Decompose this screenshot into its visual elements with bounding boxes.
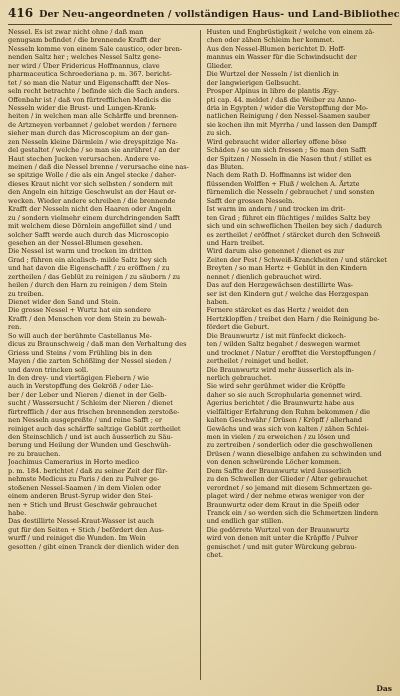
text-line: ber / der Leber und Nieren / dienet in der Gelb- (8, 390, 167, 399)
text-line: reiniget auch das schärffe saltzige Geblüt zertheilet (8, 424, 181, 433)
text-line: Grad ; führen ein alcalisch- milde Saltz bey sich (8, 255, 167, 264)
text-line: zu zertreiben / sonderlich oder die geschwollenen (206, 441, 373, 450)
column-divider (200, 30, 201, 680)
text-line: ten / wilden Saltz begabet / deswegen warmet (206, 340, 361, 349)
text-line: ren. (8, 323, 22, 332)
text-line: Tranck ein / so werden sich die Schmertzen lindern (206, 508, 379, 517)
text-line: nerlich gebrauchet. (206, 373, 272, 382)
page-number: 416 (8, 6, 34, 20)
text-line: nen Nesseln ausgepreßte / und reine Safft ; er (8, 416, 162, 425)
text-line: heiten / in welchen man alle Schärffe und brennen- (8, 112, 179, 121)
text-line: und hat davon die Eigenschafft / zu eröffnen / zu (8, 264, 170, 273)
text-line: Breyten / so man Hertz + Geblüt in den Kindern (206, 264, 368, 273)
text-line: dicus zu Braunschweig / daß man den Verhaltung des (8, 340, 187, 349)
text-line: Haut stechen Jucken verursachen. Andere ve- (8, 154, 161, 163)
text-line: Braunwurtz oder dem Kraut in die Speiß oder (206, 500, 360, 509)
text-line: zu / sondern vielmehr einem durchdringenden Safft (8, 213, 181, 222)
text-line: daher so sie auch Scrophularia genennet wird. (206, 390, 363, 399)
text-line: Das auf den Herzgewächsen destillirte Was- (206, 281, 354, 290)
text-line: Das destillirte Nessel-Kraut-Wasser ist auch (8, 517, 154, 526)
text-line: Prosper Alpinus in libro de plantis Ægy- (206, 87, 339, 96)
text-line: Die Braunwurtz wird mehr äusserlich als in- (206, 365, 354, 374)
text-line: mannus ein Wasser für die Schwindsucht der (206, 53, 357, 62)
text-line: und davon trincken soll. (8, 365, 89, 374)
right-column (207, 28, 393, 684)
text-line: und Harn treibet. (206, 238, 265, 247)
text-line: das Bluten. (206, 163, 244, 171)
text-line: und trocknet / Natur / erofftet die Verstopffungen / (206, 348, 376, 357)
text-line: Nesseln komme von einem Sale caustico, oder bren- (8, 44, 183, 53)
text-line: Aus den Nessel-Blumen berichtet D. Hoff- (206, 44, 346, 53)
text-line: Die grosse Nessel + Wurtz hat ein sondere (8, 306, 151, 315)
text-line: ser ist den Kindern gut / welche das Herzgespan (206, 289, 369, 298)
text-line: zu sich. (206, 129, 232, 138)
text-line: Wird gebraucht wider allerley offene böse (206, 137, 347, 146)
text-line: einem anderen Brust-Syrup wider den Stei- (8, 492, 153, 501)
text-line: und endlich gar stillen. (206, 517, 284, 526)
text-line: plaget wird / der nehme etwas weniger von der (206, 492, 365, 501)
text-line: Dienet wider den Sand und Stein. (8, 298, 121, 306)
text-line: sie kochen ihn mit Myrrha / und lassen den Dampff (206, 120, 377, 129)
text-line: Die Wurtzel der Nesseln / ist dienlich in (206, 70, 339, 79)
text-line: ner wird / Über Fridericus Hoffmannus, clave (8, 61, 160, 70)
left-column (8, 28, 194, 684)
text-line: Fernere stärcket es das Hertz / weidet den (206, 306, 349, 315)
text-line: de Artzneyen verbannet / gelobet werden / fernere (8, 120, 177, 129)
text-columns (8, 28, 392, 684)
text-line: Mayen / die zarten Schößling der Nessel sieden / (8, 357, 172, 366)
text-line: nen + Stich und Brust Geschwär gebrauchet (8, 500, 158, 509)
text-line: Nesseln wider die Brust- und Lungen-Krank- (8, 103, 157, 112)
text-line: den Steinschlich / und ist auch äusserlich zu Säu- (8, 433, 173, 441)
text-line: Nach dem Rath D. Hoffmanns ist wider den (206, 171, 352, 180)
text-line: nenden Saltz her ; welches Nessel Saltz gene- (8, 53, 162, 62)
text-line: solcher Safft werde auch durch das Microscopio (8, 230, 169, 239)
text-line: habe. (8, 508, 27, 517)
text-line: Gewächs und was sich von kalten / zähen Schlei- (206, 424, 369, 433)
text-line: vielfältiger Erfahrung den Ruhm bekommen / die (206, 407, 370, 416)
text-line: Offenbahr ist / daß von fürtrefflichen Medicis die (8, 95, 172, 104)
text-line: wird von denen mit unter die Kräpffe / Pulver (206, 534, 358, 543)
text-line: Sie wird sehr gerühmet wider die Kröpffe (206, 382, 346, 391)
text-line: sucht / Wassersucht / Schleim der Nieren / dienet (8, 399, 173, 408)
running-title: Der Neu-angeordneten / vollständigen Haus- und Land-Bibliothec (39, 9, 400, 20)
text-line: gesotten / gibt einen Tranck der dienlich wider den (8, 542, 180, 551)
text-line: Agerius berichtet / die Braunwurtz habe aus (206, 399, 355, 408)
text-line: meinen / daß die Nessel brenne / verursache eine nas- (8, 163, 189, 171)
text-line: von denen schwürende Löcher kommen. (206, 458, 342, 467)
text-line: nennet / dienlich gebrauchet wird. (206, 272, 322, 281)
text-line: es zertheilet / eröffnet / stärcket durch den Schweiß (206, 230, 381, 239)
text-line: re zu brauchen. (8, 449, 61, 458)
text-line: berung und Heilung der Wunden und Geschwüh- (8, 441, 171, 450)
text-line: Die Braunwurtz / ist mit fünfeckt dickech- (206, 331, 347, 340)
text-line: sieher man durch das Microscopium an der gan- (8, 129, 170, 138)
text-line: Krafft / den Menschen vor dem Stein zu bewah- (8, 314, 167, 323)
text-line: p. m. 184. berichtet / daß zu seiner Zeit der für- (8, 466, 168, 475)
text-line: wurff / und reiniget die Wunden. Im Wein (8, 534, 146, 543)
text-line: zertheilet / reiniget und heilet. (206, 357, 309, 366)
text-line: natlichen Reinigung / den Nessel-Saamen sauber (206, 112, 371, 121)
catchword: Das (376, 684, 392, 693)
text-line: gut für den Seiten + Stich / befördert den Aus- (8, 525, 164, 534)
text-line: sich und ein schweflichen Theilen bey sich / dadurch (206, 222, 383, 231)
text-line: Zeiten der Pest / Schweiß-Kranckheiten / und stärcket (206, 255, 387, 264)
text-line: Die gedörrete Wurtzel von der Braunwurtz (206, 525, 350, 534)
text-line: der Spitzen / Nesseln in die Nasen thut / stillet es (206, 154, 372, 163)
text-line: Schäden / so um sich fressen ; So man den Safft (206, 146, 367, 155)
text-line: seln recht betrachte / befinde sich die Sach anders. (8, 87, 180, 96)
text-line: dria in Egypten / wider die Verstopffung der Mo- (206, 103, 369, 112)
text-line: tet / so man die Natur und Eigenschafft der Nes- (8, 78, 171, 87)
text-line: verordnet / so jemand mit diesem Schmertzen ge- (206, 483, 373, 492)
text-line: zu treiben. (8, 289, 44, 298)
text-line: Hertzklopffen / treibet den Harn / die Reinigung be- (206, 314, 380, 323)
text-line: Ist warm im andern / und trocken im drit- (206, 205, 346, 214)
text-line: pharmaceutica Schroederiana p. m. 367. bericht- (8, 70, 172, 79)
text-line: Die Nessel ist warm und trocken im dritten (8, 247, 153, 256)
text-line: haben. (206, 298, 229, 306)
text-line: Dem Saffte der Braunwurtz wird äusserlich (206, 466, 352, 475)
text-line: stoßenen Nessel-Saamen / in dem Violen oder (8, 483, 161, 492)
text-line: Glieder. (206, 61, 233, 70)
text-line: mit welchem diese Dörnlein angefüllet sind / und (8, 222, 172, 231)
page-header (8, 6, 400, 25)
text-line: Drüsen / wann dieselbige anfahen zu schwinden und (206, 449, 382, 458)
text-line: gemischet / und mit guter Würckung gebrau- (206, 542, 357, 551)
text-line: genugsam befindet / die brennende Krafft der (8, 36, 161, 45)
text-line: gesehen an der Nessel-Blumen gesehen. (8, 238, 143, 247)
text-line: se spitzige Wolle / die als ein Angel stecke / daher- (8, 171, 177, 180)
text-line: Krafft der Nesseln nicht den Haaren oder Angeln (8, 205, 172, 214)
text-line: men in vielen / zu erweichen / zu lösen und (206, 433, 351, 441)
text-line: der langwierigen Gelbsucht. (206, 78, 301, 87)
text-line: So will auch der berühmte Castellanus Me- (8, 331, 152, 340)
text-line: fürnemlich die Nesseln / gebrauchet / und sonsten (206, 188, 375, 197)
text-line: chen oder zähen Schleim her kommet. (206, 36, 335, 45)
text-line: Nessel. Es ist zwar nicht ohne / daß man (8, 28, 144, 36)
text-line: pti cap. 44. meldet / daß die Weiber zu Anno- (206, 95, 357, 104)
text-line: den Angeln ein hitzige Geschwulst an der Haut er- (8, 188, 177, 197)
text-line: Griess und Steins / vom Frühling bis in den (8, 348, 152, 357)
text-line: chet. (206, 551, 223, 560)
text-line: fürtrefflich / der aus frischen brennenden zerstoße- (8, 407, 180, 416)
text-line: flüssenden Wolffen + Fluß / welchen A. Ärtzte (206, 179, 360, 188)
text-line: Wird darum also genennet / dienet es zur (206, 247, 345, 256)
text-line: wecken. Wieder andere schreiben / die brennende (8, 196, 176, 205)
text-line: kalten Geschwähr / Drüsen / Kröpff / allerhand (206, 416, 363, 425)
text-line: nehmste Medicus zu Paris / den zu Pulver ge- (8, 475, 160, 484)
text-line: del gestaltet / welche / so man sie anrühret / an der (8, 146, 180, 155)
text-line: fördert die Geburt. (206, 323, 270, 332)
text-line: auch in Verstopffung des Gekröß / oder Lie- (8, 382, 154, 391)
text-line: Joachimus Camerarius in Horto medico (8, 458, 140, 467)
text-line: dieses Kraut nicht vor sich selbsten / sondern mit (8, 179, 173, 188)
text-line: Husten und Engbrüstigkeit / welche von einem zä- (206, 28, 375, 36)
text-line: zertheilen / das Geblüt zu reinigen / zu säubern / zu (8, 272, 181, 281)
text-line: In den drey- und viertägigen Fiebern / wie (8, 373, 149, 382)
text-line: ten Grad ; führet ein flüchtiges / mildes Saltz bey (206, 213, 371, 222)
text-line: heilen / durch den Harn zu reinigen / dem Stein (8, 281, 168, 290)
text-line: zu den Schwellen der Glieder / Alter gebrauchet (206, 475, 368, 484)
text-line: Safft der grossen Nesseln. (206, 196, 295, 205)
text-line: zen Nesseln kleine Därmlein / wie dreyspitzige Na- (8, 137, 178, 146)
